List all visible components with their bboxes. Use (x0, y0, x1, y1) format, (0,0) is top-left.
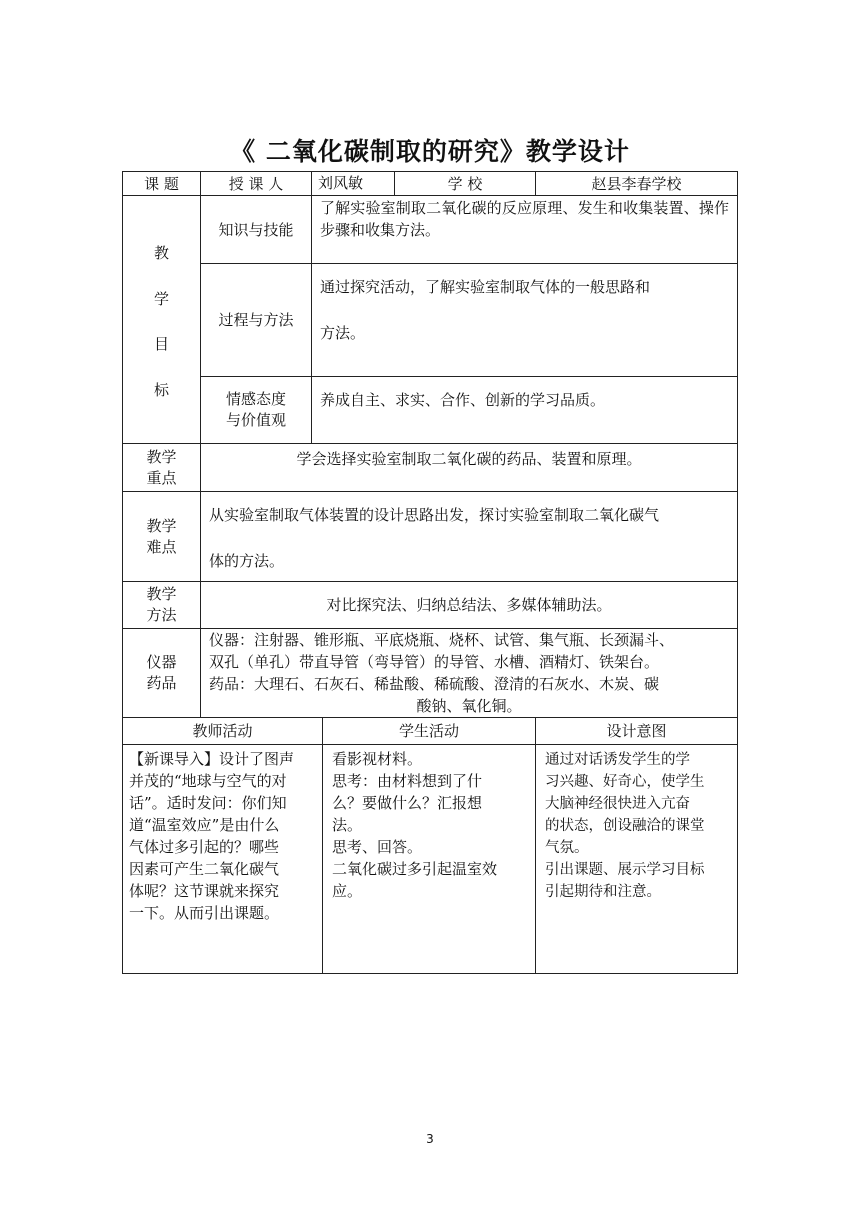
teacher-name: 刘风敏 (318, 174, 364, 192)
knowledge-text-cell (311, 195, 738, 264)
method-label-line-2: 方法 (146, 606, 177, 624)
knowledge-label-cell (200, 195, 312, 264)
emotion-label-cell (200, 376, 312, 444)
emotion-text: 养成自主、求实、合作、创新的学习品质。 (320, 391, 606, 409)
difficult-point-label-line-1: 教学 (146, 516, 177, 535)
materials-line-4: 酸钠、氧化铜。 (416, 697, 522, 715)
key-point-text-cell (200, 443, 738, 492)
design-intent-line: 引起期待和注意。 (545, 884, 661, 900)
teacher-activity-header-cell (122, 717, 323, 745)
student-activity-line: 思考、回答。 (332, 838, 423, 856)
materials-line-1: 仪器：注射器、锥形瓶、平底烧瓶、烧杯、试管、集气瓶、长颈漏斗、 (209, 631, 675, 649)
student-activity-line: 思考：由材料想到了什 (332, 772, 483, 790)
teacher-activity-line: 并茂的“地球与空气的对 (129, 772, 287, 790)
materials-line-3: 药品：大理石、石灰石、稀盐酸、稀硫酸、澄清的石灰水、木炭、碳 (209, 675, 660, 693)
school-label: 学 校 (447, 174, 483, 193)
process-text-cell (311, 263, 738, 377)
student-activity-cell (322, 744, 536, 974)
student-activity-line: 应。 (332, 882, 363, 900)
method-label-line-1: 教学 (146, 585, 177, 603)
materials-label-line-1: 仪器 (146, 653, 177, 671)
teacher-activity-line: 气体过多引起的？哪些 (129, 838, 280, 856)
key-point-label-cell (122, 443, 201, 492)
design-intent-line: 通过对话诱发学生的学 (545, 752, 690, 768)
difficult-point-text-line-1: 从实验室制取气体装置的设计思路出发，探讨实验室制取二氧化碳气 (209, 506, 660, 524)
design-intent-line: 的状态，创设融洽的课堂 (545, 818, 705, 834)
school-name-cell (535, 171, 738, 196)
key-point-text: 学会选择实验室制取二氧化碳的药品、装置和原理。 (296, 450, 642, 468)
teacher-activity-header: 教师活动 (192, 722, 253, 740)
difficult-point-label-cell (122, 491, 201, 582)
topic-label: 课 题 (144, 174, 179, 193)
key-point-label-line-2: 重点 (146, 468, 177, 487)
method-text-cell (200, 581, 738, 629)
school-name: 赵县李春学校 (591, 174, 682, 193)
materials-text-cell (200, 628, 738, 718)
design-intent-header-cell (535, 717, 738, 745)
teacher-name-cell (311, 171, 395, 196)
emotion-text-cell (311, 376, 738, 444)
teacher-activity-line: 【新课导入】设计了图声 (129, 750, 295, 768)
student-activity-header-cell (322, 717, 536, 745)
teacher-activity-line: 话”。适时发问：你们知 (129, 794, 287, 812)
objectives-char-2: 学 (153, 290, 169, 308)
process-text-line-2: 方法。 (320, 324, 366, 342)
teacher-activity-cell (122, 744, 323, 974)
objectives-char-1: 教 (153, 244, 169, 262)
student-activity-line: 么？要做什么？汇报想 (332, 794, 483, 812)
page-number: 3 (426, 1132, 434, 1146)
teacher-activity-line: 因素可产生二氧化碳气 (129, 860, 280, 878)
knowledge-text: 了解实验室制取二氧化碳的反应原理、发生和收集装置、操作步骤和收集方法。 (320, 199, 729, 239)
student-activity-header: 学生活动 (398, 722, 459, 740)
school-label-cell (394, 171, 536, 196)
topic-label-cell (122, 171, 201, 196)
teacher-activity-line: 道“温室效应”是由什么 (129, 816, 280, 834)
design-intent-line: 大脑神经很快进入亢奋 (545, 796, 690, 812)
design-intent-header: 设计意图 (606, 722, 667, 740)
student-activity-line: 二氧化碳过多引起温室效 (332, 860, 498, 878)
teacher-activity-line: 一下。从而引出课题。 (129, 904, 280, 922)
teacher-label: 授 课 人 (228, 174, 284, 193)
objectives-section-cell (122, 195, 201, 444)
objectives-char-4: 标 (153, 381, 169, 399)
materials-label-cell (122, 628, 201, 718)
method-text: 对比探究法、归纳总结法、多媒体辅助法。 (326, 596, 612, 614)
design-intent-line: 引出课题、展示学习目标 (545, 862, 705, 878)
difficult-point-text-cell (200, 491, 738, 582)
method-label-cell (122, 581, 201, 629)
knowledge-label: 知识与技能 (218, 220, 294, 239)
difficult-point-label-line-2: 难点 (146, 537, 177, 556)
emotion-label-line-1: 情感态度 (225, 390, 286, 408)
process-label: 过程与方法 (218, 311, 294, 329)
teacher-label-cell (200, 171, 312, 196)
design-intent-cell (535, 744, 738, 974)
document-title: 《 二氧化碳制取的研究》教学设计 (230, 137, 630, 166)
student-activity-line: 法。 (332, 816, 363, 834)
materials-line-2: 双孔（单孔）带直导管（弯导管）的导管、水槽、酒精灯、铁架台。 (209, 653, 660, 671)
objectives-char-3: 目 (153, 335, 169, 353)
student-activity-line: 看影视材料。 (332, 750, 423, 768)
design-intent-line: 习兴趣、好奇心，使学生 (545, 774, 705, 790)
emotion-label-line-2: 与价值观 (225, 411, 286, 429)
key-point-label-line-1: 教学 (146, 447, 177, 466)
process-label-cell (200, 263, 312, 377)
difficult-point-text-line-2: 体的方法。 (209, 552, 285, 570)
design-intent-line: 气氛。 (545, 840, 589, 856)
teacher-activity-line: 体呢？这节课就来探究 (129, 882, 280, 900)
materials-label-line-2: 药品 (146, 674, 177, 692)
process-text-line-1: 通过探究活动，了解实验室制取气体的一般思路和 (320, 278, 651, 296)
